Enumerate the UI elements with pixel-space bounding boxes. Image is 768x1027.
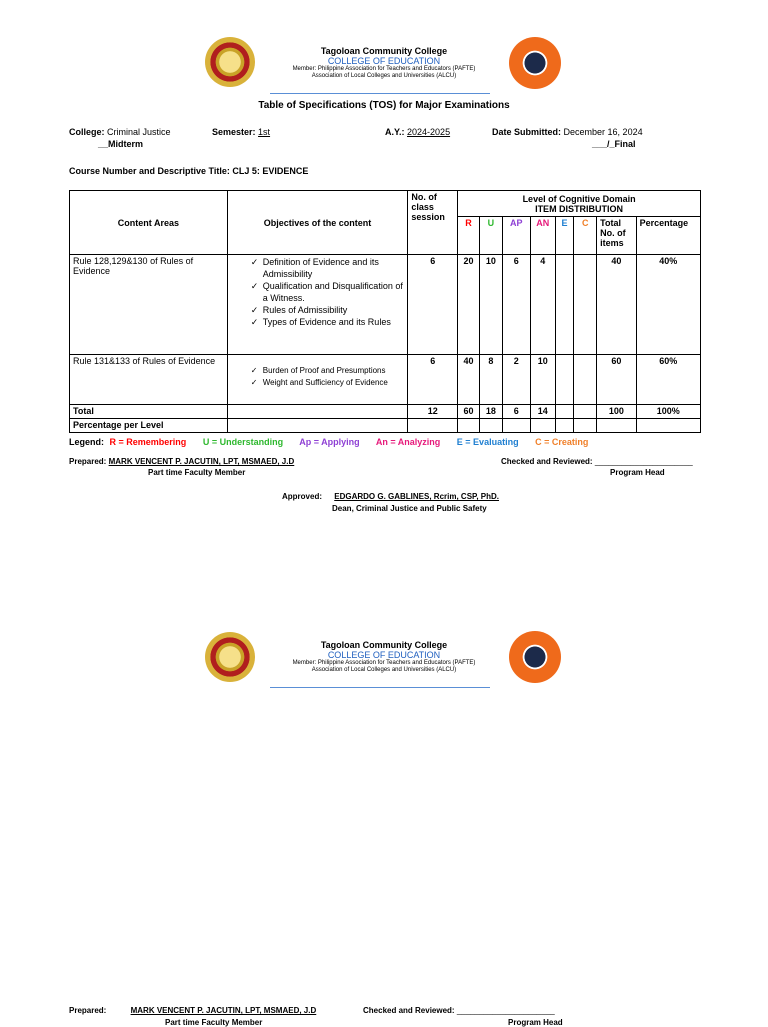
header-percentage: Percentage (636, 217, 700, 255)
header-divider (270, 687, 490, 688)
table-row (70, 255, 701, 355)
membership-line: Member: Philippine Association for Teachers and Educators (PAFTE) (292, 66, 476, 72)
date-label: Date Submitted: (492, 127, 562, 137)
total-cell: 40 (597, 255, 636, 355)
approved-by (282, 492, 499, 501)
content-area: Rule 131&133 of Rules of Evidence (70, 355, 228, 405)
empty-cell (479, 419, 502, 433)
objective-item: ✓ Qualification and Disqualification of a Witness. (251, 280, 405, 304)
checked-title: Program Head (508, 1018, 563, 1027)
college-name: COLLEGE OF EDUCATION (327, 650, 441, 660)
legend-item: Ap = Applying (299, 437, 360, 447)
total-cell: 60 (597, 355, 636, 405)
college-logo-right (509, 631, 561, 683)
approved-name: EDGARDO G. GABLINES, Rcrim, CSP, PhD. (334, 492, 500, 501)
percentage-cell: 40% (636, 255, 700, 355)
empty-cell (597, 419, 636, 433)
empty-cell (530, 419, 555, 433)
total-u: 18 (479, 405, 502, 419)
prepared-title: Part time Faculty Member (165, 1018, 263, 1027)
level-header: U (479, 217, 502, 255)
college-name: COLLEGE OF EDUCATION (327, 56, 441, 66)
checked-blank: ______________________ (594, 457, 693, 466)
checked-by (501, 457, 693, 466)
an-cell: 10 (530, 355, 555, 405)
header-divider (270, 93, 490, 94)
prepared-by (69, 457, 294, 466)
prepared-name: MARK VENCENT P. JACUTIN, LPT, MSMAED, J.D (130, 1006, 317, 1015)
approved-label: Approved: (282, 492, 322, 501)
total-ap: 6 (502, 405, 530, 419)
membership-line: Member: Philippine Association for Teachers and Educators (PAFTE) (292, 660, 476, 666)
an-cell: 4 (530, 255, 555, 355)
percentage-per-level-row (70, 419, 701, 433)
percentage-per-level-label: Percentage per Level (70, 419, 228, 433)
r-cell: 20 (458, 255, 480, 355)
checked-blank: ______________________ (456, 1006, 555, 1015)
legend-item: E = Evaluating (456, 437, 519, 447)
objective-item: ✓ Types of Evidence and its Rules (251, 316, 405, 328)
u-cell: 10 (479, 255, 502, 355)
ap-cell: 6 (502, 255, 530, 355)
college-field (69, 127, 171, 137)
page-header (270, 640, 498, 674)
college-value: Criminal Justice (107, 127, 171, 137)
sessions-cell: 6 (408, 355, 458, 405)
college-label: College: (69, 127, 105, 137)
prepared-label: Prepared: (69, 1006, 107, 1015)
document-title: Table of Specifications (TOS) for Major Examinations (258, 100, 510, 111)
college-logo-left (205, 632, 255, 682)
e-cell (555, 255, 574, 355)
table-row (70, 355, 701, 405)
checked-title: Program Head (610, 468, 665, 477)
checked-label: Checked and Reviewed: (501, 457, 593, 466)
header-class-sessions: No. of class session (408, 191, 458, 255)
legend-item: R = Remembering (109, 437, 187, 447)
r-cell: 40 (458, 355, 480, 405)
content-area: Rule 128,129&130 of Rules of Evidence (70, 255, 228, 355)
prepared-name: MARK VENCENT P. JACUTIN, LPT, MSMAED, J.D (108, 457, 295, 466)
header-cognitive-domain (458, 191, 701, 217)
header-objectives: Objectives of the content (227, 191, 408, 255)
c-cell (574, 255, 597, 355)
u-cell: 8 (479, 355, 502, 405)
course-title: Course Number and Descriptive Title: CLJ 5: EVIDENCE (69, 166, 309, 176)
academic-year-field (385, 127, 450, 137)
ay-value: 2024-2025 (407, 127, 451, 137)
legend-item: An = Analyzing (375, 437, 441, 447)
empty-cell (408, 419, 458, 433)
checked-label: Checked and Reviewed: (363, 1006, 455, 1015)
membership-line: Association of Local Colleges and Universities (ALCU) (311, 667, 457, 673)
ay-label: A.Y.: (385, 127, 405, 137)
level-header: E (555, 217, 574, 255)
empty-cell (555, 419, 574, 433)
total-r: 60 (458, 405, 480, 419)
empty-cell (574, 405, 597, 419)
page-header (270, 46, 498, 80)
level-title: Level of Cognitive Domain (522, 193, 636, 204)
semester-value: 1st (258, 127, 271, 137)
prepared-title: Part time Faculty Member (148, 468, 246, 477)
objective-item: ✓ Burden of Proof and Presumptions (251, 365, 405, 377)
total-row (70, 405, 701, 419)
date-value: December 16, 2024 (563, 127, 643, 137)
empty-cell (227, 405, 408, 419)
total-sessions: 12 (408, 405, 458, 419)
objective-item: ✓ Definition of Evidence and its Admissibility (251, 256, 405, 280)
objectives-cell (227, 355, 408, 405)
sessions-cell: 6 (408, 255, 458, 355)
header-content-areas: Content Areas (70, 191, 228, 255)
membership-line: Association of Local Colleges and Universities (ALCU) (311, 73, 457, 79)
legend-item: U = Understanding (202, 437, 284, 447)
objective-item: ✓ Weight and Sufficiency of Evidence (251, 377, 405, 389)
level-header: R (458, 217, 480, 255)
objectives-cell (227, 255, 408, 355)
e-cell (555, 355, 574, 405)
empty-cell (555, 405, 574, 419)
objective-item: ✓ Rules of Admissibility (251, 304, 405, 316)
footer-checked (363, 1006, 555, 1015)
empty-cell (502, 419, 530, 433)
empty-cell (636, 419, 700, 433)
semester-field (212, 127, 270, 137)
level-header: AP (502, 217, 530, 255)
c-cell (574, 355, 597, 405)
footer-prepared (69, 1006, 316, 1015)
prepared-label: Prepared: (69, 457, 107, 466)
total-an: 14 (530, 405, 555, 419)
legend (69, 437, 602, 447)
header-total-items: Total No. of items (597, 217, 636, 255)
level-header: AN (530, 217, 555, 255)
ap-cell: 2 (502, 355, 530, 405)
tos-table (69, 190, 701, 433)
empty-cell (574, 419, 597, 433)
percentage-cell: 60% (636, 355, 700, 405)
date-submitted-field (492, 127, 643, 137)
level-header: C (574, 217, 597, 255)
college-logo-right (509, 37, 561, 89)
school-name: Tagoloan Community College (320, 46, 448, 56)
total-percentage: 100% (636, 405, 700, 419)
final-option: ___/_Final (592, 139, 636, 149)
empty-cell (458, 419, 480, 433)
total-label: Total (70, 405, 228, 419)
total-items: 100 (597, 405, 636, 419)
midterm-option: __Midterm (98, 139, 144, 149)
college-logo-left (205, 37, 255, 87)
school-name: Tagoloan Community College (320, 640, 448, 650)
legend-item: C = Creating (535, 437, 589, 447)
approved-title: Dean, Criminal Justice and Public Safety (332, 504, 487, 513)
empty-cell (227, 419, 408, 433)
semester-label: Semester: (212, 127, 256, 137)
legend-label: Legend: (69, 437, 104, 447)
item-distribution-title: ITEM DISTRIBUTION (535, 203, 624, 214)
